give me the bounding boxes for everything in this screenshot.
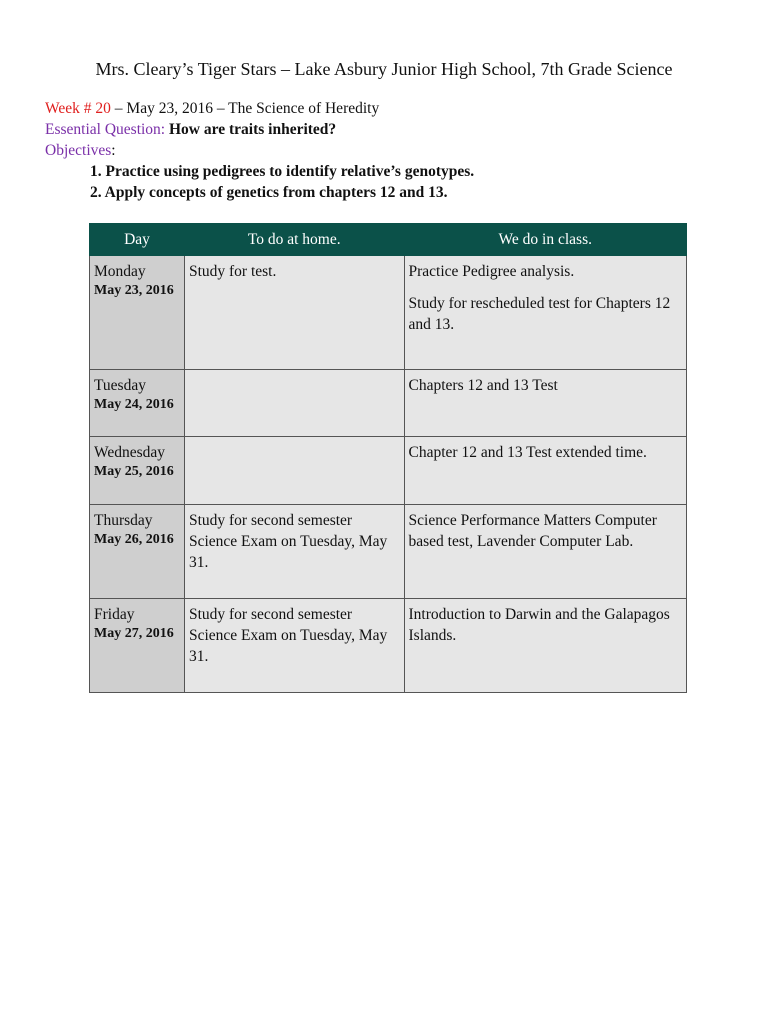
home-text: Study for second semester Science Exam on Tuesday, May 31. bbox=[188, 512, 388, 571]
essential-question-text: How are traits inherited? bbox=[169, 121, 337, 138]
day-date: May 24, 2016 bbox=[94, 397, 174, 412]
class-text: Science Performance Matters Computer based test, Lavender Computer Lab. bbox=[408, 512, 657, 550]
class-text: Chapter 12 and 13 Test extended time. bbox=[408, 444, 647, 461]
objectives-line bbox=[45, 140, 745, 161]
day-cell bbox=[90, 599, 185, 693]
table-header-row bbox=[90, 224, 687, 256]
day-name: Tuesday bbox=[94, 377, 146, 394]
day-cell bbox=[90, 505, 185, 599]
class-cell bbox=[404, 370, 686, 437]
essential-question-label: Essential Question: bbox=[45, 121, 166, 138]
day-name: Wednesday bbox=[94, 444, 166, 461]
table-row bbox=[90, 256, 687, 370]
objective-item-2: 2. Apply concepts of genetics from chapters 12 and 13. bbox=[90, 184, 448, 201]
day-cell bbox=[90, 437, 185, 505]
objectives-colon: : bbox=[111, 142, 116, 159]
home-cell bbox=[184, 505, 404, 599]
day-cell bbox=[90, 256, 185, 370]
table-row bbox=[90, 505, 687, 599]
home-text: Study for second semester Science Exam on Tuesday, May 31. bbox=[188, 606, 388, 665]
day-date: May 27, 2016 bbox=[94, 626, 174, 641]
header-home: To do at home. bbox=[184, 224, 404, 256]
day-date: May 25, 2016 bbox=[94, 464, 174, 479]
class-cell bbox=[404, 505, 686, 599]
class-text: Study for rescheduled test for Chapters 12 and 13. bbox=[408, 295, 671, 333]
week-label: Week # 20 bbox=[45, 100, 111, 117]
weekly-schedule-table bbox=[89, 223, 687, 693]
day-date: May 23, 2016 bbox=[94, 283, 174, 298]
day-name: Monday bbox=[94, 263, 146, 280]
page-title: Mrs. Cleary’s Tiger Stars – Lake Asbury Junior High School, 7th Grade Science bbox=[95, 59, 673, 79]
table-row bbox=[90, 370, 687, 437]
class-cell bbox=[404, 256, 686, 370]
home-cell bbox=[184, 370, 404, 437]
header-day: Day bbox=[90, 224, 185, 256]
home-cell bbox=[184, 256, 404, 370]
week-details: – May 23, 2016 – The Science of Heredity bbox=[110, 100, 380, 117]
class-text: Practice Pedigree analysis. bbox=[408, 263, 575, 280]
week-line bbox=[45, 98, 745, 119]
home-cell bbox=[184, 599, 404, 693]
table-row bbox=[90, 599, 687, 693]
class-text: Introduction to Darwin and the Galapagos Islands. bbox=[408, 606, 670, 644]
class-text: Chapters 12 and 13 Test bbox=[408, 377, 558, 394]
lesson-info bbox=[45, 98, 745, 203]
objective-item-1: 1. Practice using pedigrees to identify relative’s genotypes. bbox=[90, 163, 475, 180]
home-text: Study for test. bbox=[188, 263, 277, 280]
table-row bbox=[90, 437, 687, 505]
class-cell bbox=[404, 437, 686, 505]
day-date: May 26, 2016 bbox=[94, 532, 174, 547]
day-name: Friday bbox=[94, 606, 135, 623]
header-class: We do in class. bbox=[404, 224, 686, 256]
day-name: Thursday bbox=[94, 512, 153, 529]
home-cell bbox=[184, 437, 404, 505]
day-cell bbox=[90, 370, 185, 437]
essential-question-line bbox=[45, 119, 745, 140]
objectives-label: Objectives bbox=[45, 142, 112, 159]
class-cell bbox=[404, 599, 686, 693]
